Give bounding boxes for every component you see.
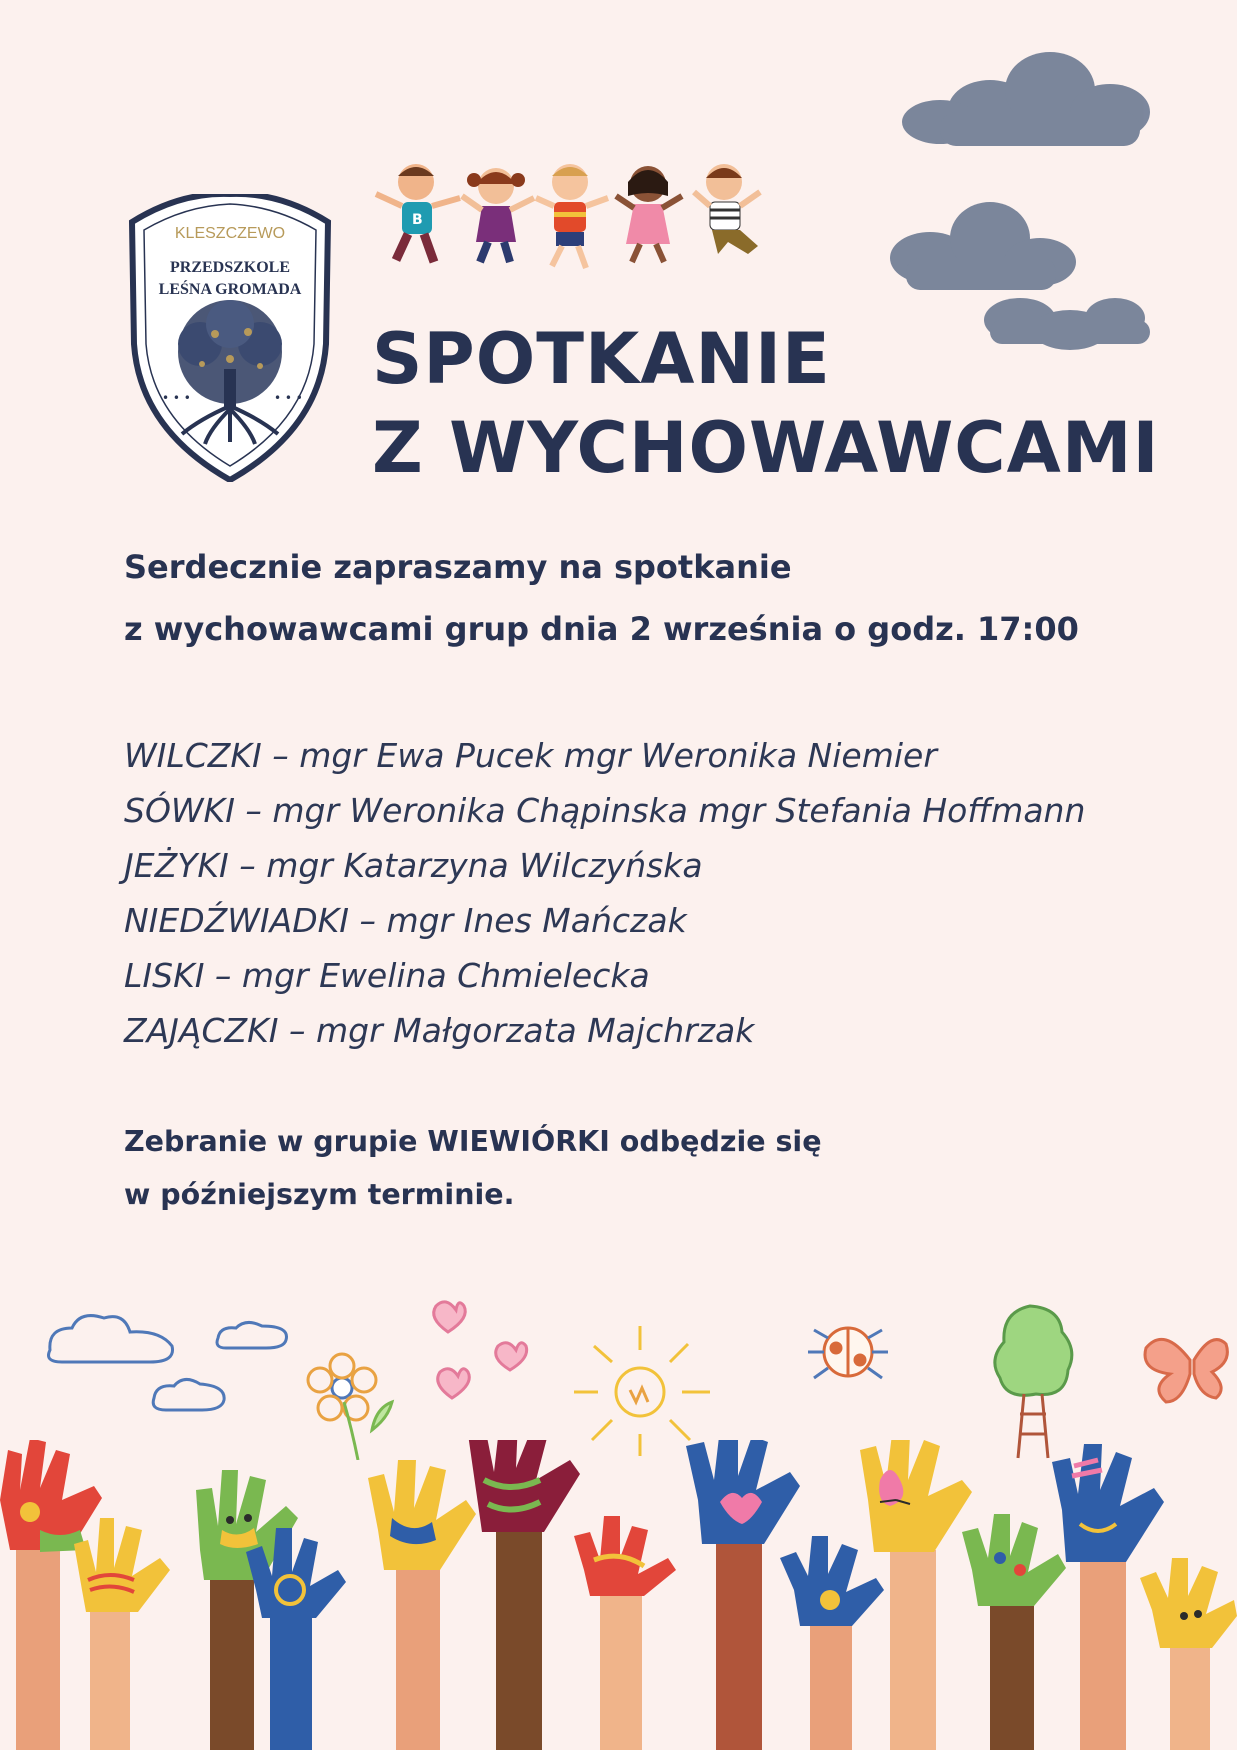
children-illustration — [368, 162, 788, 297]
page-title-line1: SPOTKANIE — [372, 318, 831, 400]
butterfly-icon — [1145, 1339, 1227, 1402]
doodles-decoration — [0, 1290, 1237, 1460]
sun-icon — [574, 1326, 710, 1456]
cloud-icon — [49, 1316, 287, 1410]
hand-icon — [1140, 1558, 1237, 1750]
page-title-line2: Z WYCHOWAWCAMI — [372, 407, 1160, 489]
child-4-icon — [616, 166, 682, 262]
list-item: LISKI – mgr Ewelina Chmielecka — [124, 956, 650, 995]
svg-text:B: B — [412, 212, 423, 228]
svg-text:• • •: • • • — [274, 391, 303, 405]
hand-icon — [686, 1440, 800, 1750]
intro-line2: z wychowawcami grup dnia 2 września o godz. 17:00 — [124, 610, 1079, 648]
logo-line2: LEŚNA GROMADA — [158, 281, 302, 298]
cloud-icon — [984, 298, 1150, 350]
hand-icon — [368, 1460, 476, 1750]
intro-line1: Serdecznie zapraszamy na spotkanie — [124, 548, 792, 586]
list-item: WILCZKI – mgr Ewa Pucek mgr Weronika Niemier — [124, 736, 937, 775]
hand-icon — [468, 1440, 580, 1750]
child-1-icon — [376, 164, 460, 262]
child-2-icon — [462, 168, 534, 262]
hand-icon — [74, 1518, 170, 1750]
painted-hands-decoration — [0, 1440, 1237, 1750]
svg-text:• • •: • • • — [162, 391, 191, 405]
child-3-icon — [536, 164, 608, 268]
logo-town: KLESZCZEWO — [174, 225, 286, 242]
note-line2: w późniejszym terminie. — [124, 1178, 515, 1211]
list-item: NIEDŹWIADKI – mgr Ines Mańczak — [124, 901, 687, 940]
top-clouds-decoration — [870, 30, 1210, 360]
hand-icon — [574, 1516, 676, 1750]
list-item: SÓWKI – mgr Weronika Chąpinska mgr Stefania Hoffmann — [124, 791, 1086, 830]
school-logo — [120, 194, 340, 482]
child-5-icon — [694, 164, 760, 254]
note-line1: Zebranie w grupie WIEWIÓRKI odbędzie się — [124, 1125, 822, 1158]
hand-icon — [780, 1536, 884, 1750]
groups-list — [124, 728, 1085, 1058]
list-item: JEŻYKI – mgr Katarzyna Wilczyńska — [124, 846, 703, 885]
ladybug-icon — [808, 1328, 888, 1378]
cloud-icon — [902, 52, 1150, 146]
cloud-icon — [890, 202, 1076, 290]
logo-line1: PRZEDSZKOLE — [169, 259, 291, 276]
list-item: ZAJĄCZKI – mgr Małgorzata Majchrzak — [124, 1011, 755, 1050]
heart-icon — [434, 1302, 527, 1398]
hand-icon — [246, 1528, 346, 1750]
tree-icon — [995, 1306, 1072, 1458]
hand-icon — [962, 1514, 1066, 1750]
